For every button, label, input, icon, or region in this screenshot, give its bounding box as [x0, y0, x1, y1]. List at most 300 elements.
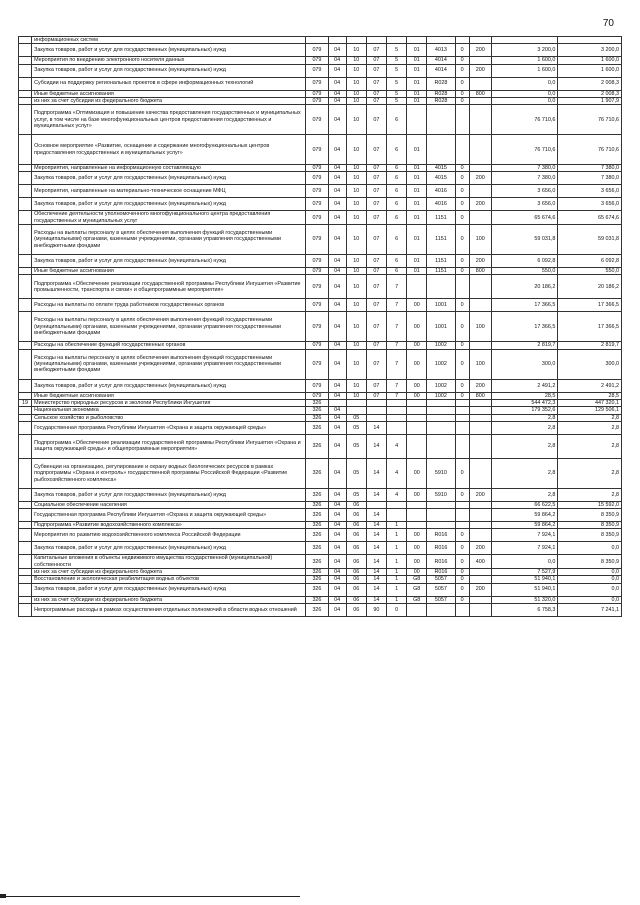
- cell-activity: 00: [407, 458, 427, 488]
- cell-index: [19, 379, 32, 392]
- cell-subprogram: 6: [386, 268, 406, 275]
- table-row: [19, 77, 622, 90]
- cell-subprogram: [386, 509, 406, 522]
- cell-section: 04: [328, 569, 346, 576]
- cell-amount-1: 66 622,5: [491, 501, 558, 508]
- cell-direction: R016: [427, 555, 455, 569]
- cell-subsection: 10: [346, 342, 366, 349]
- cell-index: [19, 172, 32, 185]
- footer-mark: [0, 894, 6, 898]
- cell-subsection: 10: [346, 105, 366, 135]
- cell-amount-1: 51 320,0: [491, 596, 558, 603]
- cell-program: 07: [366, 165, 386, 172]
- cell-subsection: 10: [346, 268, 366, 275]
- cell-subprogram: 6: [386, 135, 406, 165]
- cell-expense-type: 200: [469, 379, 491, 392]
- cell-subprogram: 1: [386, 555, 406, 569]
- cell-program: 14: [366, 421, 386, 434]
- cell-subprogram: [386, 501, 406, 508]
- cell-amount-2: 2 491,2: [558, 379, 622, 392]
- cell-subprogram: 5: [386, 90, 406, 97]
- cell-activity: 01: [407, 185, 427, 198]
- cell-direction: [427, 501, 455, 508]
- table-row: [19, 349, 622, 379]
- cell-amount-2: 447 320,1: [558, 399, 622, 406]
- cell-expense-type: 200: [469, 542, 491, 555]
- cell-index: [19, 342, 32, 349]
- cell-activity: 01: [407, 198, 427, 211]
- cell-amount-1: 2,8: [491, 414, 558, 421]
- cell-index: [19, 509, 32, 522]
- cell-ministry-code: 326: [306, 458, 328, 488]
- cell-program: 14: [366, 509, 386, 522]
- cell-direction-suffix: [455, 501, 469, 508]
- cell-section: 04: [328, 165, 346, 172]
- cell-index: [19, 37, 32, 44]
- table-row: [19, 458, 622, 488]
- cell-amount-1: 0,0: [491, 555, 558, 569]
- cell-expense-type: [469, 37, 491, 44]
- cell-subprogram: 7: [386, 342, 406, 349]
- cell-amount-2: 2,8: [558, 421, 622, 434]
- cell-subprogram: 6: [386, 105, 406, 135]
- cell-direction: 1001: [427, 312, 455, 342]
- cell-amount-1: 0,0: [491, 90, 558, 97]
- cell-section: 04: [328, 97, 346, 104]
- cell-index: [19, 90, 32, 97]
- cell-amount-2: 15 592,0: [558, 501, 622, 508]
- table-row: [19, 596, 622, 603]
- cell-program: 07: [366, 392, 386, 399]
- cell-program: 07: [366, 135, 386, 165]
- cell-subsection: 10: [346, 275, 366, 299]
- cell-name: Подпрограмма «Развитие водохозяйственного комплекса»: [32, 522, 306, 529]
- cell-activity: 01: [407, 44, 427, 57]
- cell-section: 04: [328, 522, 346, 529]
- cell-subprogram: [386, 407, 406, 414]
- cell-amount-1: 0,0: [491, 77, 558, 90]
- cell-amount-1: 59 031,8: [491, 225, 558, 255]
- cell-index: [19, 64, 32, 77]
- cell-amount-2: 76 710,6: [558, 135, 622, 165]
- cell-index: [19, 529, 32, 542]
- cell-direction-suffix: 0: [455, 379, 469, 392]
- cell-activity: 01: [407, 135, 427, 165]
- cell-activity: G8: [407, 583, 427, 596]
- cell-program: [366, 501, 386, 508]
- cell-section: 04: [328, 379, 346, 392]
- cell-program: 14: [366, 583, 386, 596]
- cell-name: Закупка товаров, работ и услуг для государственных (муниципальных) нужд: [32, 172, 306, 185]
- cell-subsection: 10: [346, 165, 366, 172]
- table-row: [19, 299, 622, 312]
- cell-program: 07: [366, 349, 386, 379]
- cell-amount-1: 2 819,7: [491, 342, 558, 349]
- cell-amount-2: 2 008,3: [558, 90, 622, 97]
- budget-table: [18, 36, 622, 617]
- cell-ministry-code: 326: [306, 509, 328, 522]
- cell-ministry-code: 079: [306, 379, 328, 392]
- cell-amount-2: 1 600,0: [558, 64, 622, 77]
- cell-program: 07: [366, 255, 386, 268]
- cell-amount-2: 8 350,9: [558, 522, 622, 529]
- cell-direction-suffix: 0: [455, 198, 469, 211]
- cell-direction-suffix: [455, 135, 469, 165]
- cell-section: 04: [328, 90, 346, 97]
- cell-amount-2: 7 241,1: [558, 603, 622, 616]
- cell-name: информационных систем: [32, 37, 306, 44]
- cell-expense-type: [469, 275, 491, 299]
- page-number: 70: [602, 18, 614, 29]
- cell-direction: R016: [427, 542, 455, 555]
- cell-program: [366, 407, 386, 414]
- cell-subsection: [346, 399, 366, 406]
- cell-ministry-code: 326: [306, 542, 328, 555]
- cell-name: Закупка товаров, работ и услуг для государственных (муниципальных) нужд: [32, 255, 306, 268]
- cell-amount-1: 7 924,1: [491, 529, 558, 542]
- cell-ministry-code: 079: [306, 185, 328, 198]
- cell-amount-2: 0,0: [558, 569, 622, 576]
- cell-section: 04: [328, 185, 346, 198]
- cell-expense-type: 800: [469, 90, 491, 97]
- cell-subsection: 10: [346, 90, 366, 97]
- table-row: [19, 555, 622, 569]
- cell-direction: 5910: [427, 458, 455, 488]
- cell-program: 07: [366, 268, 386, 275]
- cell-amount-2: 2,8: [558, 458, 622, 488]
- cell-direction-suffix: 0: [455, 77, 469, 90]
- cell-expense-type: [469, 399, 491, 406]
- cell-amount-1: 28,5: [491, 392, 558, 399]
- cell-direction: 4015: [427, 172, 455, 185]
- cell-name: Государственная программа Республики Ингушетия «Охрана и защита окружающей среды»: [32, 421, 306, 434]
- table-row: [19, 198, 622, 211]
- cell-direction-suffix: 0: [455, 542, 469, 555]
- table-row: [19, 407, 622, 414]
- cell-subsection: 10: [346, 135, 366, 165]
- cell-index: [19, 596, 32, 603]
- cell-subprogram: 5: [386, 57, 406, 64]
- cell-subprogram: 1: [386, 522, 406, 529]
- cell-subprogram: 6: [386, 185, 406, 198]
- cell-ministry-code: 326: [306, 569, 328, 576]
- cell-direction-suffix: 0: [455, 596, 469, 603]
- cell-amount-2: 2,8: [558, 414, 622, 421]
- cell-direction-suffix: 0: [455, 458, 469, 488]
- cell-subprogram: 4: [386, 434, 406, 458]
- cell-ministry-code: [306, 37, 328, 44]
- cell-amount-1: 2,8: [491, 488, 558, 501]
- cell-section: 04: [328, 509, 346, 522]
- table-row: [19, 414, 622, 421]
- cell-program: 07: [366, 379, 386, 392]
- cell-subsection: 06: [346, 501, 366, 508]
- cell-subsection: 05: [346, 434, 366, 458]
- cell-subprogram: [386, 421, 406, 434]
- cell-expense-type: 200: [469, 64, 491, 77]
- cell-direction: 1002: [427, 392, 455, 399]
- cell-subprogram: 6: [386, 211, 406, 225]
- cell-section: 04: [328, 434, 346, 458]
- cell-subprogram: [386, 37, 406, 44]
- cell-direction: 1001: [427, 299, 455, 312]
- cell-amount-1: 1 600,0: [491, 64, 558, 77]
- cell-expense-type: [469, 603, 491, 616]
- cell-amount-2: 17 366,5: [558, 299, 622, 312]
- cell-ministry-code: 326: [306, 407, 328, 414]
- table-row: [19, 522, 622, 529]
- cell-subsection: 05: [346, 421, 366, 434]
- cell-direction: [427, 509, 455, 522]
- cell-amount-1: 0,0: [491, 97, 558, 104]
- cell-subprogram: 4: [386, 488, 406, 501]
- cell-name: из них за счет субсидии из федерального бюджета: [32, 97, 306, 104]
- cell-activity: [407, 603, 427, 616]
- cell-subprogram: 7: [386, 392, 406, 399]
- cell-subsection: 05: [346, 458, 366, 488]
- cell-ministry-code: 079: [306, 299, 328, 312]
- cell-direction: [427, 603, 455, 616]
- cell-direction: [427, 275, 455, 299]
- cell-expense-type: [469, 165, 491, 172]
- cell-section: 04: [328, 105, 346, 135]
- cell-program: 07: [366, 275, 386, 299]
- cell-subsection: 10: [346, 211, 366, 225]
- cell-ministry-code: 326: [306, 434, 328, 458]
- cell-amount-2: 0,0: [558, 542, 622, 555]
- cell-expense-type: [469, 57, 491, 64]
- cell-activity: 01: [407, 211, 427, 225]
- cell-direction: 4015: [427, 165, 455, 172]
- cell-subsection: 10: [346, 44, 366, 57]
- cell-name: Капитальные вложения в объекты недвижимого имущества государственной (муниципальной) собственности: [32, 555, 306, 569]
- cell-section: 04: [328, 275, 346, 299]
- cell-subprogram: 6: [386, 198, 406, 211]
- cell-section: 04: [328, 529, 346, 542]
- cell-direction-suffix: [455, 522, 469, 529]
- cell-index: [19, 555, 32, 569]
- cell-name: Расходы на выплаты персоналу в целях обеспечения выполнения функций государственными (муниципальными) органами, казенными учреждениями, органами управления государственными внебюджетными фондами: [32, 349, 306, 379]
- cell-subsection: 10: [346, 57, 366, 64]
- cell-index: [19, 57, 32, 64]
- cell-amount-2: 0,0: [558, 583, 622, 596]
- cell-direction-suffix: 0: [455, 268, 469, 275]
- cell-ministry-code: 326: [306, 555, 328, 569]
- cell-amount-1: 59 864,2: [491, 522, 558, 529]
- table-row: [19, 576, 622, 583]
- cell-program: 07: [366, 225, 386, 255]
- cell-index: [19, 185, 32, 198]
- cell-direction-suffix: [455, 421, 469, 434]
- cell-program: [366, 399, 386, 406]
- cell-amount-1: 1 600,0: [491, 57, 558, 64]
- cell-name: Государственная программа Республики Ингушетия «Охрана и защита окружающей среды»: [32, 509, 306, 522]
- cell-ministry-code: 326: [306, 576, 328, 583]
- cell-subprogram: 6: [386, 172, 406, 185]
- cell-amount-2: 8 350,9: [558, 529, 622, 542]
- cell-subsection: 10: [346, 379, 366, 392]
- cell-index: [19, 542, 32, 555]
- table-row: [19, 275, 622, 299]
- cell-amount-2: [558, 37, 622, 44]
- cell-activity: 01: [407, 97, 427, 104]
- cell-ministry-code: 326: [306, 583, 328, 596]
- cell-direction-suffix: [455, 37, 469, 44]
- cell-amount-1: [491, 37, 558, 44]
- cell-activity: 00: [407, 569, 427, 576]
- cell-subprogram: 1: [386, 596, 406, 603]
- cell-index: [19, 392, 32, 399]
- cell-subsection: 10: [346, 225, 366, 255]
- cell-amount-1: 179 352,6: [491, 407, 558, 414]
- table-row: [19, 211, 622, 225]
- cell-direction: R028: [427, 77, 455, 90]
- cell-amount-2: 17 366,5: [558, 312, 622, 342]
- cell-index: [19, 135, 32, 165]
- cell-activity: 00: [407, 379, 427, 392]
- cell-amount-2: 300,0: [558, 349, 622, 379]
- cell-section: 04: [328, 299, 346, 312]
- cell-expense-type: 800: [469, 392, 491, 399]
- cell-subsection: 06: [346, 542, 366, 555]
- cell-direction: 1151: [427, 225, 455, 255]
- cell-subsection: 10: [346, 97, 366, 104]
- cell-direction: 5057: [427, 596, 455, 603]
- cell-program: 14: [366, 488, 386, 501]
- cell-amount-1: 3 200,0: [491, 44, 558, 57]
- cell-expense-type: [469, 185, 491, 198]
- table-row: [19, 488, 622, 501]
- cell-activity: 01: [407, 268, 427, 275]
- cell-subprogram: 5: [386, 97, 406, 104]
- cell-index: [19, 522, 32, 529]
- cell-subsection: 05: [346, 414, 366, 421]
- cell-section: 04: [328, 414, 346, 421]
- cell-activity: 01: [407, 225, 427, 255]
- cell-subsection: 10: [346, 77, 366, 90]
- cell-index: [19, 458, 32, 488]
- cell-ministry-code: 079: [306, 172, 328, 185]
- table-row: [19, 529, 622, 542]
- cell-name: Иные бюджетные ассигнования: [32, 90, 306, 97]
- cell-name: Мероприятия, направленные на информационную составляющую: [32, 165, 306, 172]
- cell-amount-1: 59 864,2: [491, 509, 558, 522]
- cell-direction: [427, 414, 455, 421]
- cell-activity: [407, 414, 427, 421]
- cell-direction: 4016: [427, 198, 455, 211]
- cell-subsection: 10: [346, 198, 366, 211]
- table-row: [19, 603, 622, 616]
- cell-amount-2: 8 350,9: [558, 509, 622, 522]
- cell-name: Социальное обеспечение населения: [32, 501, 306, 508]
- cell-index: [19, 77, 32, 90]
- cell-ministry-code: 079: [306, 165, 328, 172]
- cell-expense-type: [469, 509, 491, 522]
- cell-subprogram: 5: [386, 64, 406, 77]
- table-row: [19, 421, 622, 434]
- cell-direction-suffix: 0: [455, 172, 469, 185]
- cell-activity: 00: [407, 488, 427, 501]
- cell-name: Закупка товаров, работ и услуг для государственных (муниципальных) нужд: [32, 583, 306, 596]
- cell-direction-suffix: 0: [455, 576, 469, 583]
- cell-direction: 4016: [427, 185, 455, 198]
- cell-direction: R028: [427, 90, 455, 97]
- cell-activity: 00: [407, 349, 427, 379]
- cell-program: 14: [366, 596, 386, 603]
- cell-ministry-code: 079: [306, 255, 328, 268]
- cell-direction: 1151: [427, 268, 455, 275]
- cell-index: [19, 225, 32, 255]
- budget-table-body: [19, 37, 622, 617]
- cell-ministry-code: 326: [306, 529, 328, 542]
- cell-activity: 00: [407, 299, 427, 312]
- cell-section: 04: [328, 596, 346, 603]
- cell-direction-suffix: 0: [455, 529, 469, 542]
- table-row: [19, 542, 622, 555]
- cell-direction-suffix: 0: [455, 44, 469, 57]
- cell-ministry-code: 079: [306, 97, 328, 104]
- cell-amount-1: 3 656,0: [491, 198, 558, 211]
- cell-direction-suffix: 0: [455, 555, 469, 569]
- cell-name: Мероприятия по внедрению электронного носителя данных: [32, 57, 306, 64]
- cell-expense-type: [469, 529, 491, 542]
- cell-subprogram: 7: [386, 349, 406, 379]
- cell-direction-suffix: [455, 275, 469, 299]
- cell-subprogram: 0: [386, 603, 406, 616]
- cell-activity: [407, 275, 427, 299]
- cell-subprogram: 7: [386, 275, 406, 299]
- cell-section: 04: [328, 312, 346, 342]
- cell-amount-1: 51 940,1: [491, 583, 558, 596]
- cell-program: 07: [366, 64, 386, 77]
- cell-index: [19, 414, 32, 421]
- cell-direction-suffix: [455, 414, 469, 421]
- cell-subsection: 06: [346, 603, 366, 616]
- cell-program: 07: [366, 312, 386, 342]
- cell-name: Иные бюджетные ассигнования: [32, 268, 306, 275]
- cell-program: 07: [366, 185, 386, 198]
- cell-program: 90: [366, 603, 386, 616]
- cell-section: 04: [328, 583, 346, 596]
- cell-section: 04: [328, 576, 346, 583]
- cell-index: [19, 501, 32, 508]
- cell-name: Иные бюджетные ассигнования: [32, 392, 306, 399]
- cell-ministry-code: 079: [306, 135, 328, 165]
- cell-ministry-code: 079: [306, 90, 328, 97]
- cell-activity: [407, 434, 427, 458]
- cell-program: 07: [366, 44, 386, 57]
- cell-ministry-code: 079: [306, 211, 328, 225]
- table-row: [19, 97, 622, 104]
- cell-subprogram: 1: [386, 542, 406, 555]
- cell-amount-2: 7 380,0: [558, 172, 622, 185]
- cell-direction: 1002: [427, 379, 455, 392]
- cell-amount-2: 0,0: [558, 596, 622, 603]
- cell-direction-suffix: 0: [455, 211, 469, 225]
- cell-activity: 01: [407, 64, 427, 77]
- cell-index: [19, 312, 32, 342]
- cell-index: [19, 569, 32, 576]
- cell-subsection: 06: [346, 529, 366, 542]
- cell-amount-2: 65 674,6: [558, 211, 622, 225]
- table-row: [19, 225, 622, 255]
- cell-activity: 01: [407, 255, 427, 268]
- cell-direction: 1151: [427, 255, 455, 268]
- cell-index: [19, 275, 32, 299]
- cell-subprogram: 6: [386, 255, 406, 268]
- cell-subsection: 10: [346, 299, 366, 312]
- cell-expense-type: 200: [469, 198, 491, 211]
